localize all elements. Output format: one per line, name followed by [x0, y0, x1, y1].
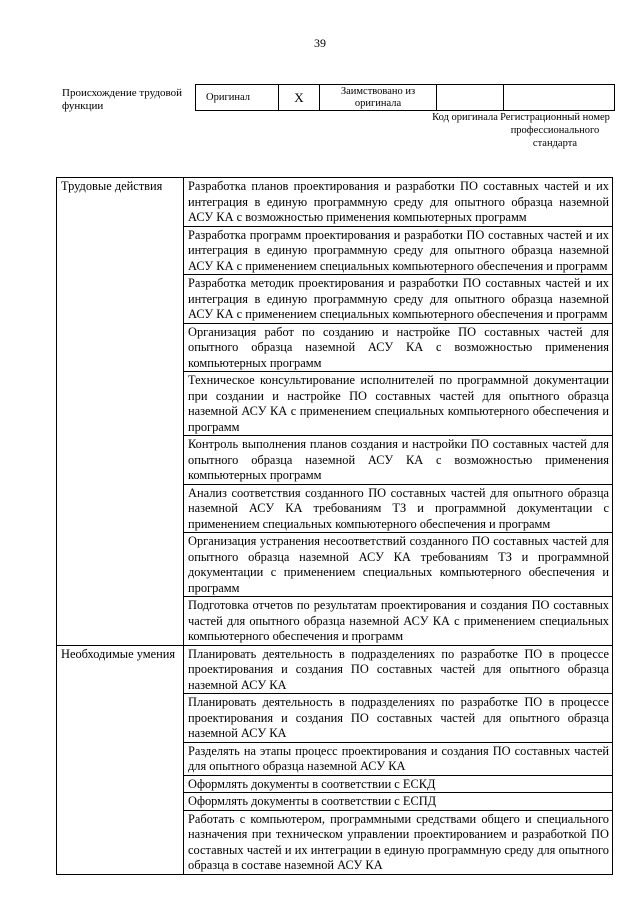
table-cell: Организация работ по созданию и настройке ПО составных частей для опытного образца наземной АСУ КА с возможностью применения компьютерных программ — [184, 323, 613, 372]
reg-number-cell — [504, 85, 615, 111]
functions-table — [56, 177, 613, 875]
section-header: Необходимые умения — [57, 645, 184, 874]
table-cell: Организация устранения несоответствий созданного ПО составных частей для опытного образца наземной АСУ КА требованиям ТЗ и программной документации с применением специальных компьютерного обеспечения и программ — [184, 533, 613, 597]
code-caption: Код оригинала — [432, 112, 498, 123]
table-cell: Разделять на этапы процесс проектирования и создания ПО составных частей для опытного образца наземной АСУ КА — [184, 742, 613, 775]
origin-label: Происхождение трудовой функции — [62, 87, 183, 112]
table-cell: Работать с компьютером, программными средствами общего и специального назначения при техническом управлении проектированием и разработкой ПО составных частей и их интеграции в единую программную среду для опытного образца в составе наземной АСУ КА — [184, 810, 613, 874]
table-cell: Оформлять документы в соответствии с ЕСПД — [184, 793, 613, 811]
original-cell: Оригинал — [196, 85, 279, 111]
table-cell: Планировать деятельность в подразделениях по разработке ПО в процессе проектирования и создания ПО составных частей для опытного образца наземной АСУ КА — [184, 694, 613, 743]
table-cell: Планировать деятельность в подразделениях по разработке ПО в процессе проектирования и создания ПО составных частей для опытного образца наземной АСУ КА — [184, 645, 613, 694]
table-row — [57, 178, 613, 227]
original-mark: X — [279, 85, 320, 111]
table-cell: Контроль выполнения планов создания и настройки ПО составных частей для опытного образца наземной АСУ КА с возможностью применения компьютерных программ — [184, 436, 613, 485]
table-cell: Оформлять документы в соответствии с ЕСКД — [184, 775, 613, 793]
table-row — [57, 645, 613, 694]
table-cell: Разработка методик проектирования и разработки ПО составных частей и их интеграция в единую программную среду для опытного образца наземной АСУ КА с применением специальных компьютерного обеспечения и программ — [184, 275, 613, 324]
table-cell: Подготовка отчетов по результатам проектирования и создания ПО составных частей для опытного образца наземной АСУ КА с применением специальных компьютерного обеспечения и программ — [184, 597, 613, 646]
table-cell: Анализ соответствия созданного ПО составных частей для опытного образца наземной АСУ КА требованиям ТЗ и программной документации с применением специальных компьютерного обеспечения и программ — [184, 484, 613, 533]
table-cell: Техническое консультирование исполнителей по программной документации при создании и настройке ПО составных частей для опытного образца наземной АСУ КА с применением специальных компьютерного обеспечения и программ — [184, 372, 613, 436]
borrowed-cell: Заимствовано из оригинала — [320, 85, 437, 111]
table-cell: Разработка программ проектирования и разработки ПО составных частей и их интеграция в единую программную среду для опытного образца наземной АСУ КА с применением специальных компьютерного обеспечения и программ — [184, 226, 613, 275]
table-cell: Разработка планов проектирования и разработки ПО составных частей и их интеграция в единую программную среду для опытного образца наземной АСУ КА с возможностью применения компьютерных программ — [184, 178, 613, 227]
code-cell — [437, 85, 504, 111]
origin-table — [195, 84, 615, 111]
page-number: 39 — [314, 36, 326, 50]
section-header: Трудовые действия — [57, 178, 184, 646]
reg-number-caption: Регистрационный номер профессионального стандарта — [500, 112, 610, 149]
